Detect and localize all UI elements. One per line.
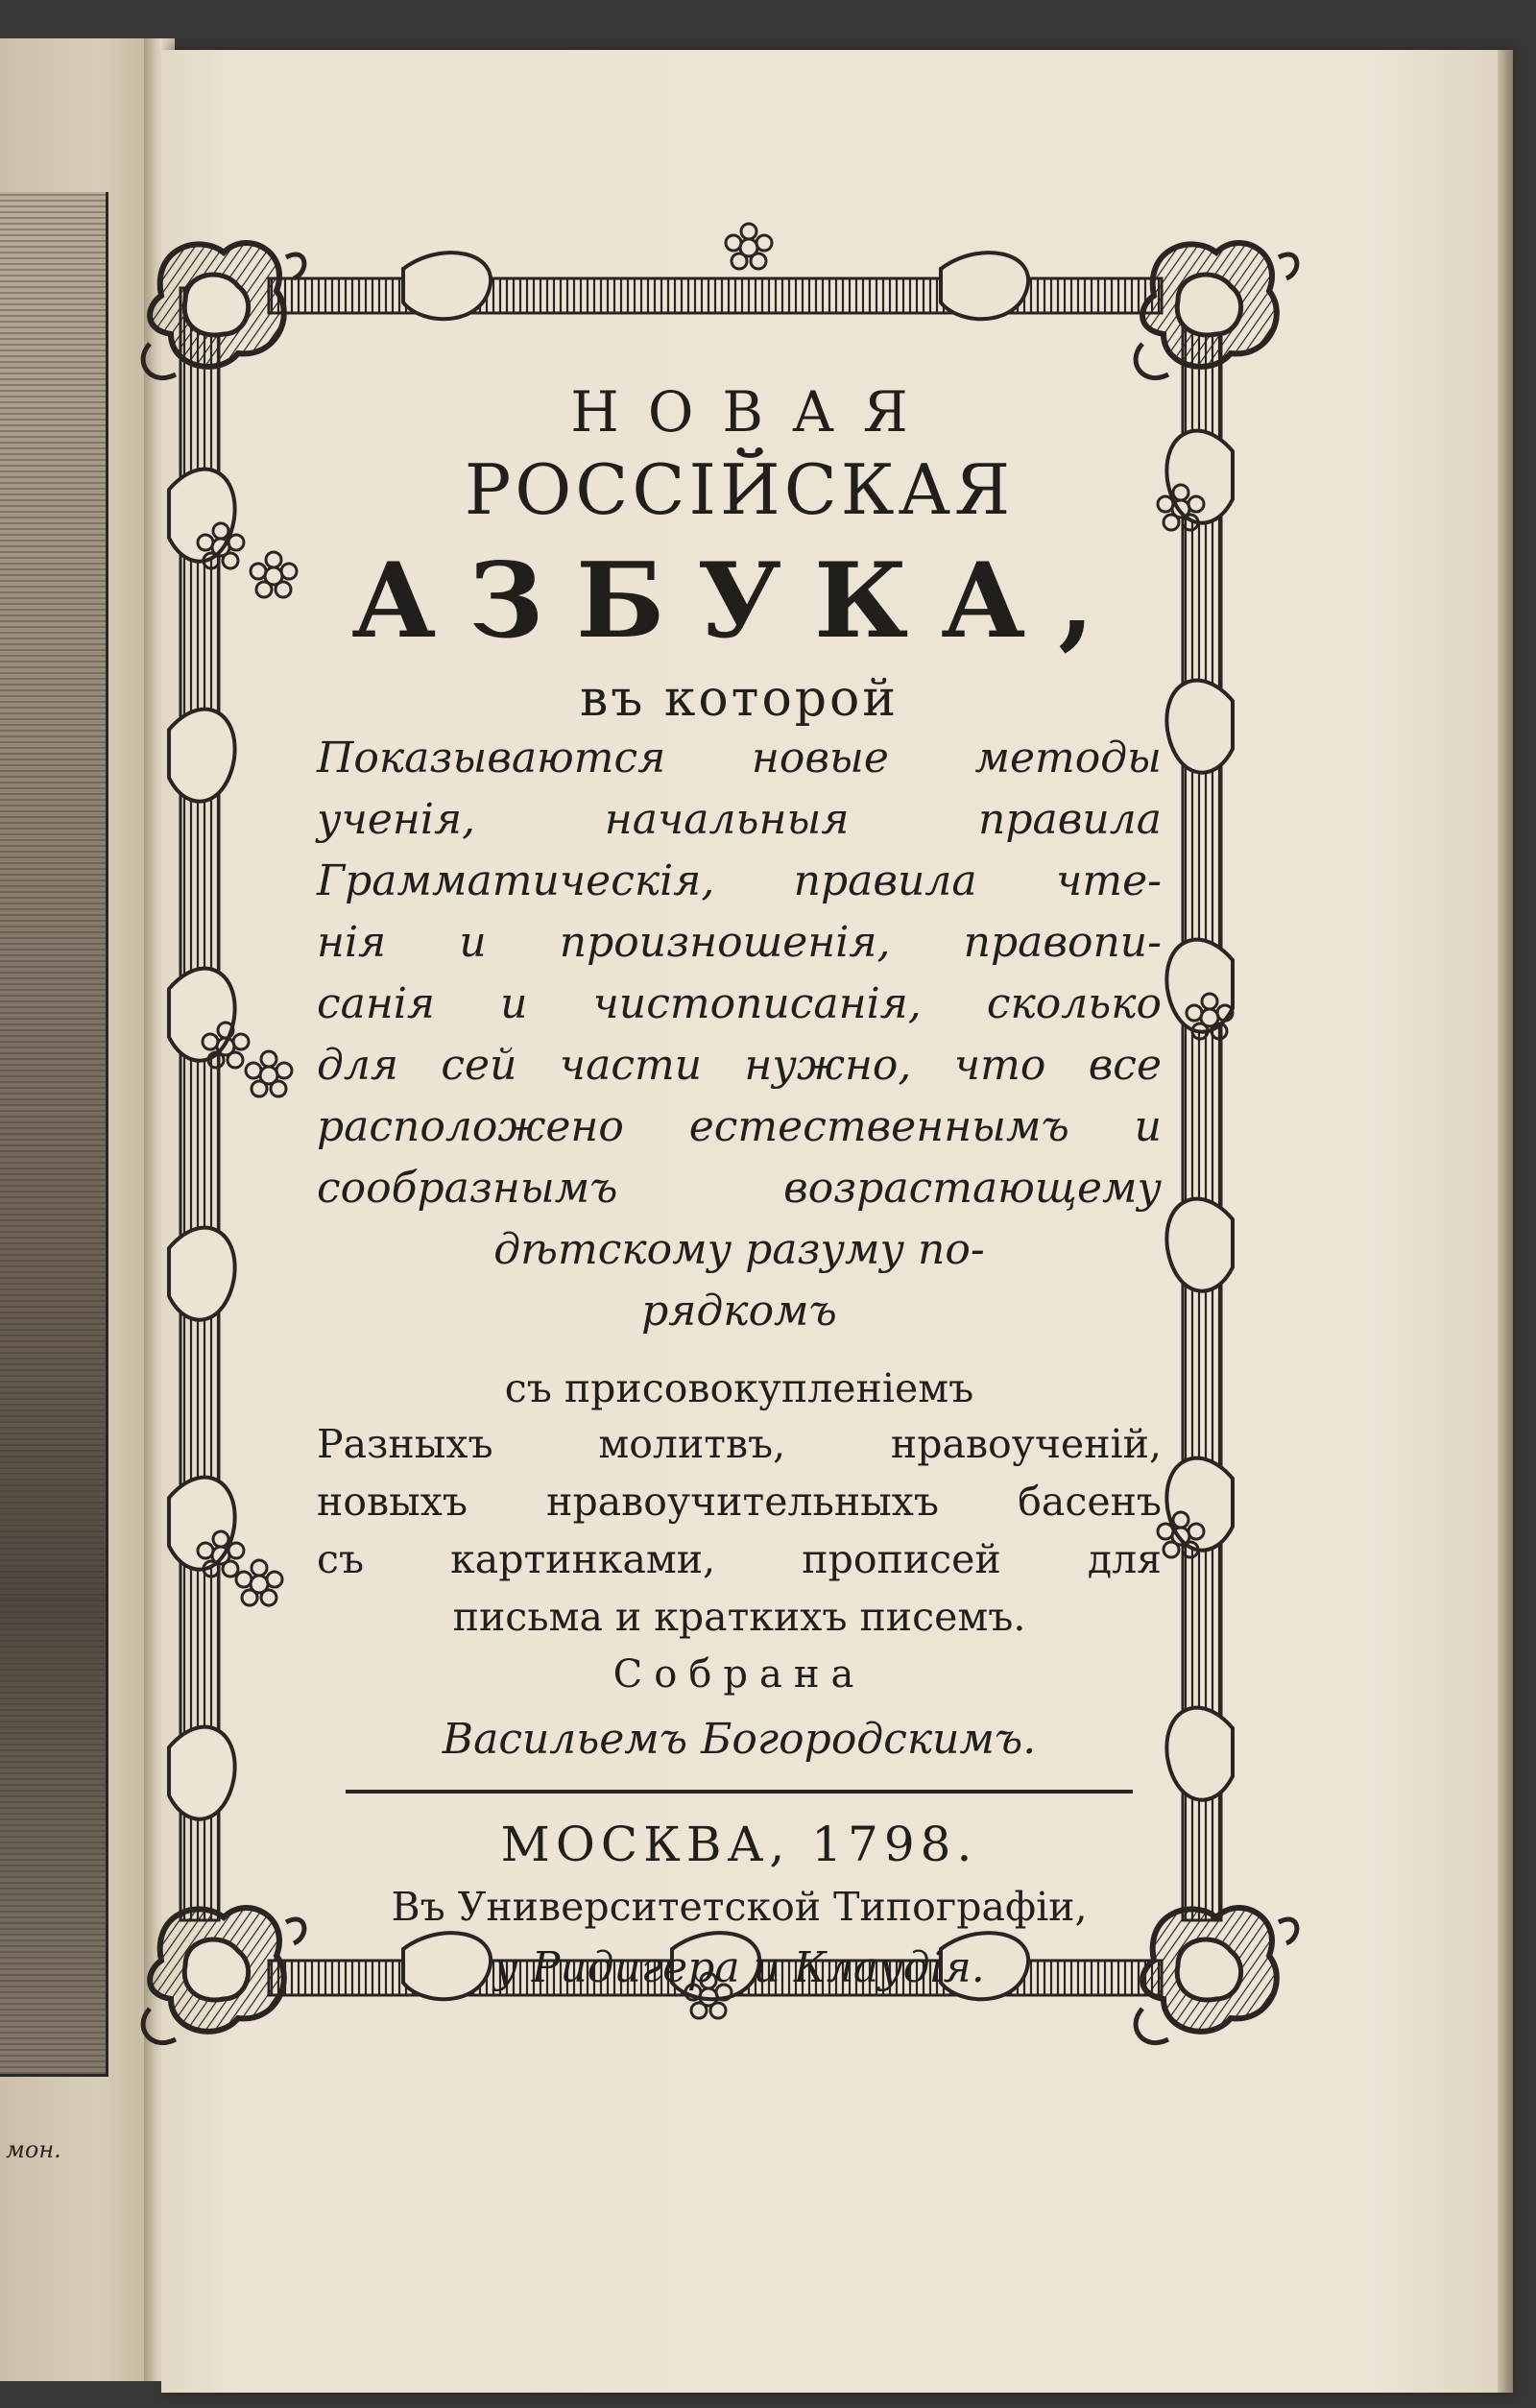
description-line: расположено естественнымъ и	[317, 1102, 1162, 1151]
supplement-line: новыхъ нравоучительныхъ басенъ	[317, 1479, 1162, 1525]
author-line: Васильемъ Богородскимъ.	[442, 1715, 1037, 1764]
imprint-divider	[346, 1790, 1133, 1794]
subtitle: въ которой	[579, 670, 900, 728]
description-line: для сей части нужно, что все	[317, 1041, 1162, 1090]
description-line: рядкомъ	[641, 1287, 837, 1336]
description-line: санія и чистописанія, сколько	[317, 979, 1162, 1028]
imprint-publishers: у Ридигера и Клаудія.	[493, 1943, 985, 1992]
title-line-1: НОВАЯ	[570, 379, 937, 445]
description-line: дѣтскому разуму по-	[493, 1225, 985, 1274]
supplement-line: съ картинками, прописей для	[317, 1536, 1162, 1582]
title-text-block	[317, 379, 1162, 2007]
title-line-3: АЗБУКА,	[351, 541, 1127, 662]
imprint-place-year: МОСКВА, 1798.	[500, 1817, 978, 1872]
title-line-2: РОССІЙСКАЯ	[464, 449, 1015, 530]
description-line: нія и произношенія, правопи-	[317, 918, 1162, 967]
description-line: сообразнымъ возрастающему	[317, 1164, 1162, 1213]
description-line: ученія, начальныя правила	[317, 795, 1162, 844]
supplement-heading: съ присовокупленіемъ	[504, 1365, 974, 1411]
imprint-printer: Въ Университетской Типографіи,	[391, 1884, 1088, 1930]
supplement-line: Разныхъ молитвъ, нравоученій,	[317, 1421, 1162, 1467]
supplement-line: письма и краткихъ писемъ.	[452, 1594, 1026, 1640]
collected-label: Собрана	[612, 1652, 866, 1697]
description-line: Грамматическія, правила чте-	[317, 856, 1162, 905]
frontispiece-caption-fragment: мон.	[6, 2136, 61, 2163]
description-line: Показываются новые методы	[317, 734, 1162, 783]
